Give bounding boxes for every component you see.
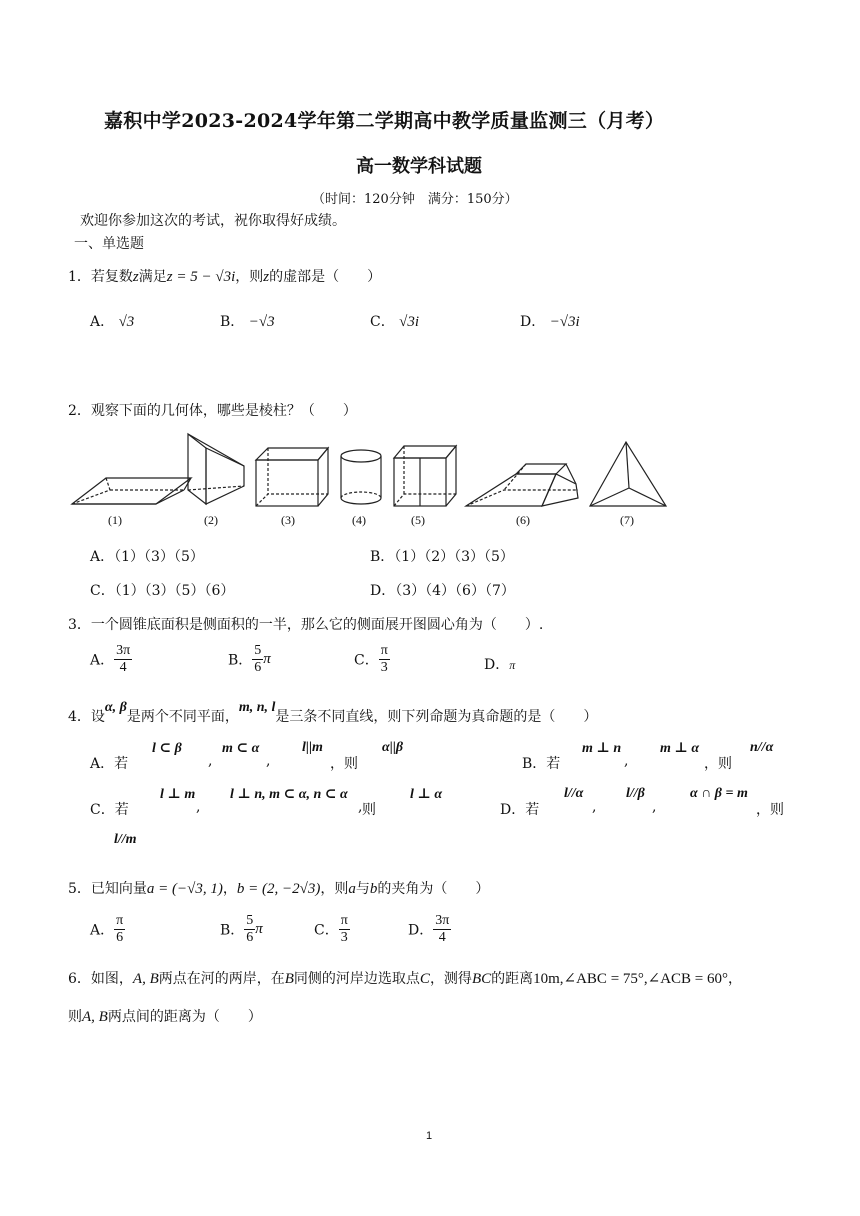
solid-1 xyxy=(72,478,191,504)
q4-c-then: 则 xyxy=(362,802,376,818)
q4-option-d-label[interactable]: D．若 xyxy=(500,802,540,818)
welcome-text: 欢迎你参加这次的考试，祝你取得好成绩。 xyxy=(80,213,346,229)
q4-b-premise-2: m ⊥ α xyxy=(660,741,700,756)
solid-6 xyxy=(466,464,578,506)
q4-d-conclusion: l//m xyxy=(114,832,137,847)
question-2-stem: 2．观察下面的几何体，哪些是棱柱？（ ） xyxy=(68,403,357,419)
q4-c-premise-1: l ⊥ m xyxy=(160,787,196,802)
solid-4 xyxy=(341,450,381,504)
q5-option-c[interactable]: C． $\frac{\pi}{3}$ xyxy=(314,913,348,945)
q4-b-then: ，则 xyxy=(704,756,732,772)
q4-c-premise-2: l ⊥ n, m ⊂ α, n ⊂ α xyxy=(230,787,348,802)
solid-2 xyxy=(188,434,244,504)
q4-d-then: ，则 xyxy=(756,802,784,818)
q4-a-then: ，则 xyxy=(330,756,358,772)
solid-5-label: (5) xyxy=(411,513,425,527)
q1-option-c[interactable]: C． √3i xyxy=(370,314,420,330)
q5-option-b[interactable]: B． $\frac{5}{6}$ π xyxy=(220,913,263,945)
q4-d-premise-3: α ∩ β = m xyxy=(690,786,748,801)
q3-option-d[interactable]: D．π xyxy=(484,657,516,673)
solid-3-label: (3) xyxy=(281,513,295,527)
solid-6-label: (6) xyxy=(516,513,530,527)
solid-2-label: (2) xyxy=(204,513,218,527)
q4-d-premise-1: l//α xyxy=(564,786,584,801)
q4-c-conclusion: l ⊥ α xyxy=(410,787,443,802)
q4-a-premise-3: l||m xyxy=(302,740,323,755)
solid-5 xyxy=(394,446,456,506)
q4-option-b-label[interactable]: B．若 xyxy=(522,756,561,772)
q4-b-conclusion: n//α xyxy=(750,740,774,755)
q5-option-d[interactable]: D． $\frac{3\pi}{4}$ xyxy=(408,913,450,945)
question-1-stem: 1．若复数z满足z = 5 − √3i，则z的虚部是（ ） xyxy=(68,269,382,285)
q4-a-premise-2: m ⊂ α xyxy=(222,741,260,756)
q3-option-c[interactable]: C． $\frac{\pi}{3}$ xyxy=(354,643,388,675)
page-number: 1 xyxy=(426,1130,433,1142)
q2-option-b[interactable]: B．（1）（2）（3）（5） xyxy=(370,549,514,565)
comma: , xyxy=(592,799,597,815)
comma: , xyxy=(358,799,363,815)
q4-b-premise-1: m ⊥ n xyxy=(582,741,622,756)
q3-option-a[interactable]: A． $\frac{3\pi}{4}$ xyxy=(90,643,131,675)
section-heading: 一、单选题 xyxy=(74,236,144,252)
q3-option-b[interactable]: B． $\frac{5}{6}$ π xyxy=(228,643,271,675)
question-6-line-2: 则A, B两点间的距离为（ ） xyxy=(68,1009,262,1025)
q5-option-a[interactable]: A． $\frac{\pi}{6}$ xyxy=(90,913,124,945)
q2-option-c[interactable]: C．（1）（3）（5）（6） xyxy=(90,583,235,599)
question-5-stem: 5．已知向量a = (−√3, 1)，b = (2, −2√3)，则a与b的夹角为（ ） xyxy=(68,881,490,897)
q4-a-premise-1: l ⊂ β xyxy=(152,741,182,756)
question-6-line-1: 6．如图，A, B两点在河的两岸，在B同侧的河岸边选取点C，测得BC的距离10m,∠ABC = 75°,∠ACB = 60°， xyxy=(68,971,743,987)
solid-1-label: (1) xyxy=(108,513,122,527)
solid-7 xyxy=(590,442,666,506)
comma: , xyxy=(208,753,213,769)
comma: , xyxy=(652,799,657,815)
exam-subtitle: 高一数学科试题 xyxy=(356,156,482,177)
q4-option-c-label[interactable]: C．若 xyxy=(90,802,129,818)
q1-option-b[interactable]: B． −√3 xyxy=(220,314,275,330)
q4-option-a-label[interactable]: A．若 xyxy=(90,756,129,772)
q4-d-premise-2: l//β xyxy=(626,786,645,801)
q1-option-a[interactable]: A． √3 xyxy=(90,314,135,330)
exam-title: 嘉积中学2023-2024学年第二学期高中教学质量监测三（月考） xyxy=(104,110,665,132)
q2-option-d[interactable]: D．（3）（4）（6）（7） xyxy=(370,583,515,599)
question-3-stem: 3．一个圆锥底面积是侧面积的一半，那么它的侧面展开图圆心角为（ ）. xyxy=(68,617,544,633)
comma: , xyxy=(196,799,201,815)
solid-3 xyxy=(256,448,328,506)
solid-4-label: (4) xyxy=(352,513,366,527)
solid-7-label: (7) xyxy=(620,513,634,527)
q1-option-d[interactable]: D． −√3i xyxy=(520,314,580,330)
q4-a-conclusion: α||β xyxy=(382,740,404,755)
exam-meta: （时间：120分钟 满分：150分） xyxy=(312,192,518,207)
question-4-stem: 4．设α, β是两个不同平面，m, n, l是三条不同直线，则下列命题为真命题的是（ ） xyxy=(68,700,598,725)
comma: , xyxy=(266,753,271,769)
comma: , xyxy=(624,753,629,769)
q2-option-a[interactable]: A．（1）（3）（5） xyxy=(90,549,204,565)
polyhedra-figure xyxy=(66,428,676,534)
